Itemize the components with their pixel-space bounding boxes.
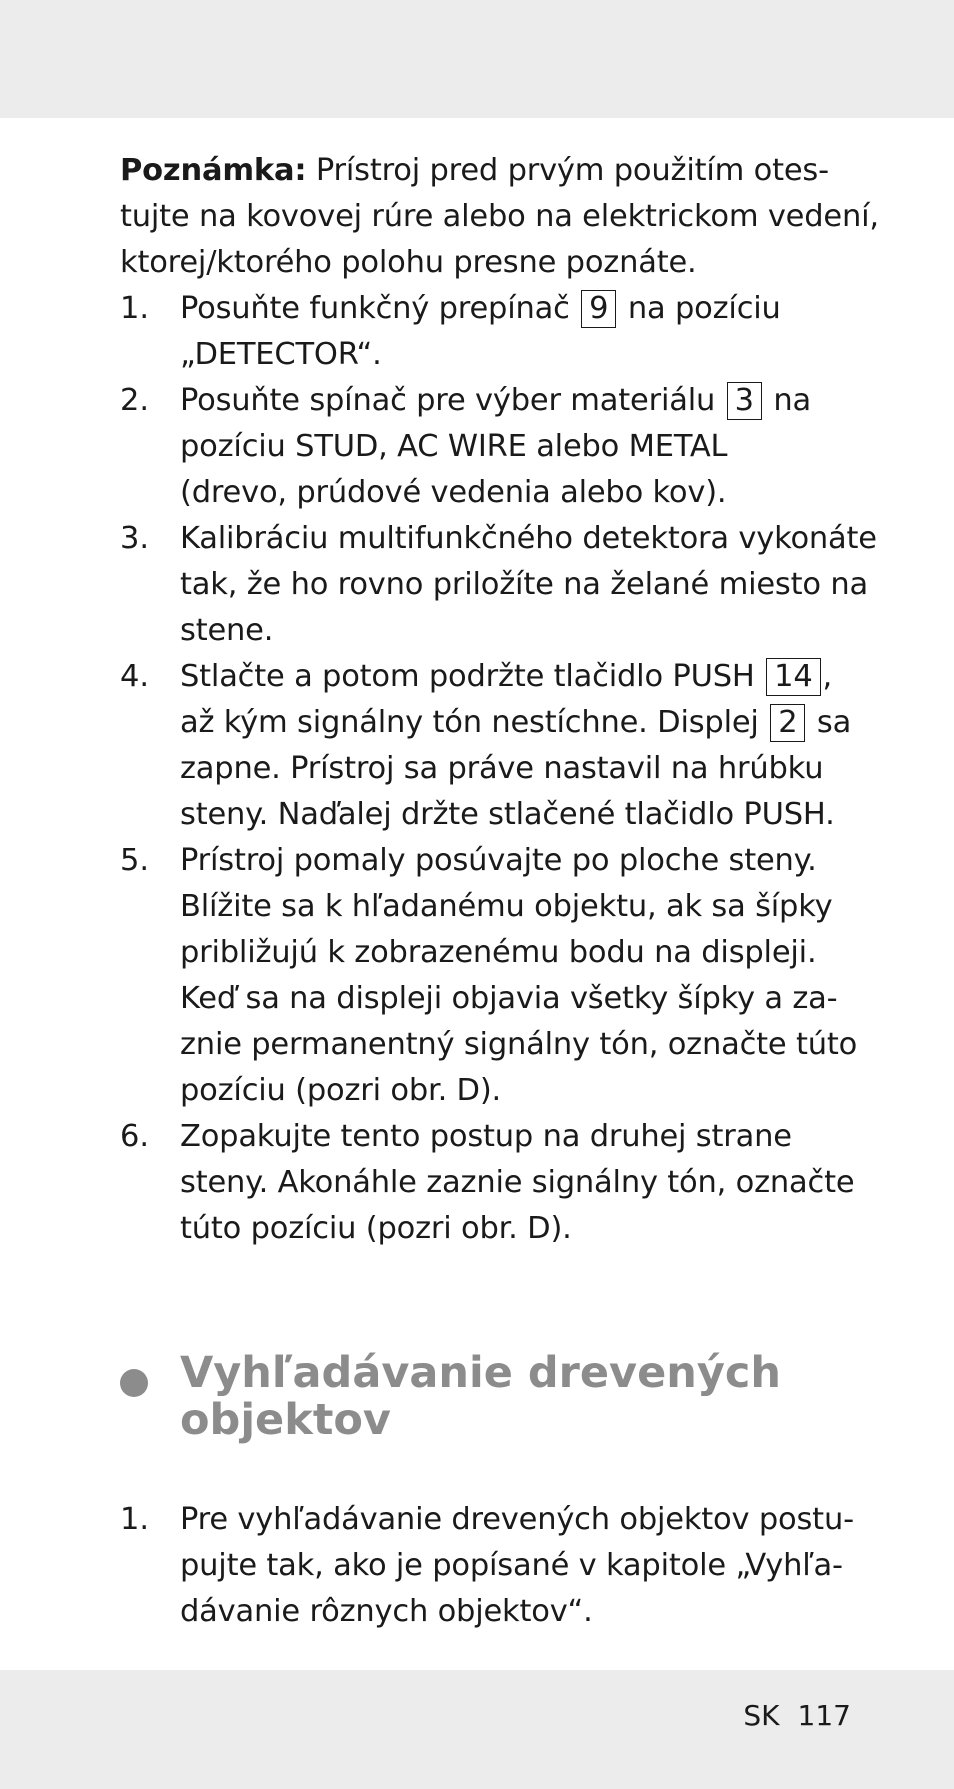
part-ref-badge: 2 — [770, 704, 805, 742]
part-ref-badge: 9 — [581, 290, 616, 328]
step-number: 3. — [120, 521, 150, 556]
step-number: 1. — [120, 1502, 150, 1537]
section-heading-block — [120, 1350, 840, 1444]
language-code: SK — [743, 1699, 780, 1732]
step-item: 1. Pre vyhľadávanie drevených objektov postu- pujte tak, ako je popísané v kapitole „Vyhľa- dávanie rôznych objektov“. — [120, 1497, 840, 1635]
step-number: 5. — [120, 843, 150, 878]
note-line: ktorej/ktorého polohu presne poznáte. — [120, 245, 697, 280]
step-number: 2. — [120, 383, 150, 418]
note-line: Poznámka: Prístroj pred prvým použitím otes- — [120, 153, 829, 188]
step-item: 3. Kalibráciu multifunkčného detektora vykonáte tak, že ho rovno priložíte na želané miesto na stene. — [120, 516, 840, 654]
step-number: 6. — [120, 1119, 150, 1154]
step-number: 4. — [120, 659, 150, 694]
page-footer — [743, 1698, 851, 1734]
step-item: 6. Zopakujte tento postup na druhej strane steny. Akonáhle zaznie signálny tón, označte túto pozíciu (pozri obr. D). — [120, 1114, 840, 1252]
part-ref-badge: 14 — [766, 658, 820, 696]
wood-steps-list — [120, 1497, 854, 1635]
bullet-dot-icon — [120, 1369, 148, 1397]
step-number: 1. — [120, 291, 150, 326]
header-band — [0, 0, 954, 118]
step-item: 4. Stlačte a potom podržte tlačidlo PUSH 14 , až kým signálny tón nestíchne. Displej 2 sa zapne. Prístroj sa práve nastavil na hrúbku steny. Naďalej držte stlačené tlačidlo PUSH. — [120, 654, 840, 838]
steps-list — [120, 286, 877, 1252]
note-label: Poznámka: — [120, 153, 307, 188]
part-ref-badge: 3 — [727, 382, 762, 420]
page-number: 117 — [797, 1699, 851, 1732]
note-line: tujte na kovovej rúre alebo na elektrickom vedení, — [120, 199, 879, 234]
section-heading: Vyhľadávanie drevených objektov — [180, 1348, 781, 1445]
main-content — [120, 148, 879, 1252]
step-item: 1. Posuňte funkčný prepínač 9 na pozíciu „DETECTOR“. — [120, 286, 840, 378]
note-paragraph — [120, 148, 879, 286]
step-item: 2. Posuňte spínač pre výber materiálu 3 na pozíciu STUD, AC WIRE alebo METAL (drevo, prúdové vedenia alebo kov). — [120, 378, 840, 516]
step-item: 5. Prístroj pomaly posúvajte po ploche steny. Blížite sa k hľadanému objektu, ak sa šípky približujú k zobrazenému bodu na displeji. Keď sa na displeji objavia všetky šípky a za- znie permanentný signálny tón, označte túto pozíciu (pozri obr. D). — [120, 838, 840, 1114]
